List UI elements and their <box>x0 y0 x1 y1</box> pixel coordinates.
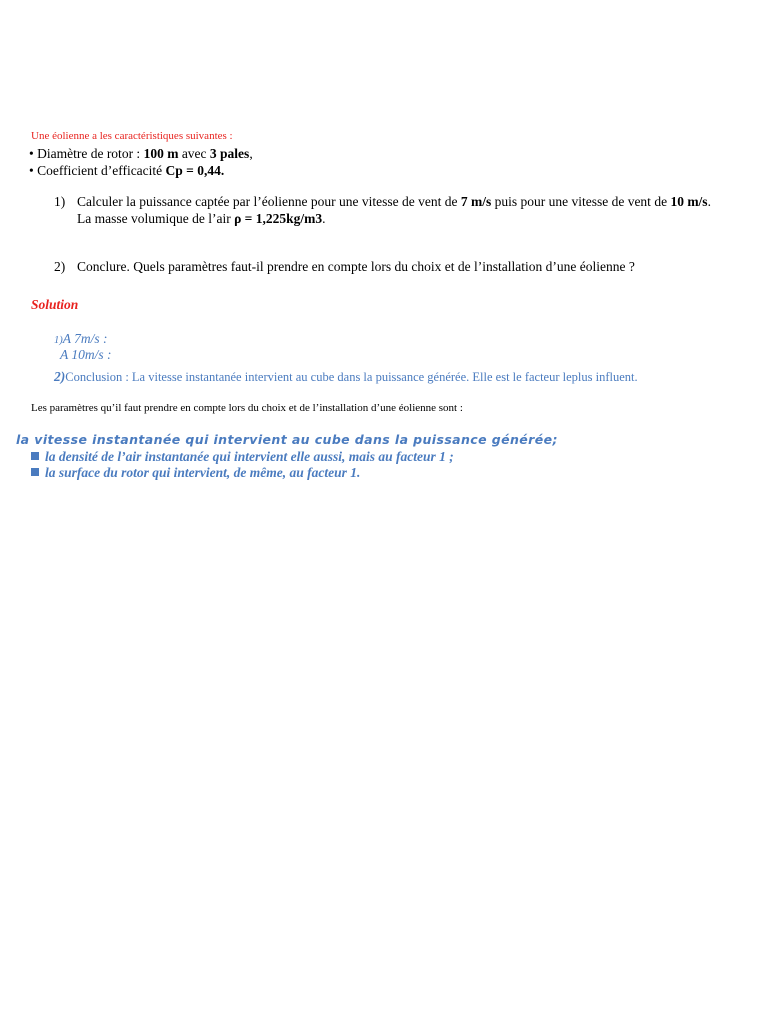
params-item-surface <box>31 465 360 481</box>
answer-1-number: 1) <box>54 335 63 346</box>
square-bullet-icon <box>31 452 39 460</box>
q1-density-post: . <box>322 210 326 226</box>
solution-heading: Solution <box>31 297 79 312</box>
bullet-efficiency <box>29 163 224 179</box>
params-item-surface-text: la surface du rotor qui intervient, de même, au facteur 1. <box>45 465 361 480</box>
square-bullet-icon <box>31 468 39 476</box>
params-item-density <box>31 449 454 465</box>
answer-1 <box>54 331 108 347</box>
q1-speed-2: 10 m/s <box>670 194 708 209</box>
question-2-text: Conclure. Quels paramètres faut-il prendre en compte lors du choix et de l’installation d’une éolienne ? <box>77 259 635 274</box>
q1-density-pre: La masse volumique de l’air <box>77 210 235 226</box>
bullet-rotor-post: , <box>249 146 253 161</box>
params-intro: Les paramètres qu’il faut prendre en compte lors du choix et de l’installation d’une éolienne sont : <box>31 402 463 414</box>
bullet-rotor-diameter <box>29 146 253 162</box>
bullet-efficiency-value: Cp = 0,44. <box>165 163 225 178</box>
q1-mid: puis pour une vitesse de vent de <box>491 194 671 209</box>
answer-2-text: Conclusion : La vitesse instantanée intervient au cube dans la puissance générée. Elle est le facteur leplus influent. <box>65 370 638 384</box>
params-item-speed: la vitesse instantanée qui intervient au cube dans la puissance générée; <box>16 432 558 447</box>
answer-1-text: A 7m/s : <box>62 331 108 346</box>
q1-density-value: ρ = 1,225kg/m3 <box>234 210 323 226</box>
bullet-rotor-value: 100 m <box>143 146 179 161</box>
q1-speed-1: 7 m/s <box>460 194 492 209</box>
answer-2-number: 2) <box>54 369 66 384</box>
q1-pre: Calculer la puissance captée par l’éolienne pour une vitesse de vent de <box>77 194 461 209</box>
question-1-number: 1) <box>54 194 66 209</box>
params-item-density-text: la densité de l’air instantanée qui intervient elle aussi, mais au facteur 1 ; <box>45 449 454 464</box>
question-1-text <box>77 194 717 227</box>
bullet-efficiency-pre: • Coefficient d’efficacité <box>29 163 166 178</box>
bullet-rotor-pre: • Diamètre de rotor : <box>29 146 144 161</box>
question-2-number: 2) <box>54 259 66 274</box>
intro-text: Une éolienne a les caractéristiques suivantes : <box>31 130 233 142</box>
answer-1b: A 10m/s : <box>60 347 112 362</box>
bullet-rotor-mid: avec <box>178 146 210 161</box>
q1-post: . <box>707 194 711 209</box>
bullet-rotor-blades: 3 pales <box>209 146 250 161</box>
answer-2 <box>54 369 638 385</box>
